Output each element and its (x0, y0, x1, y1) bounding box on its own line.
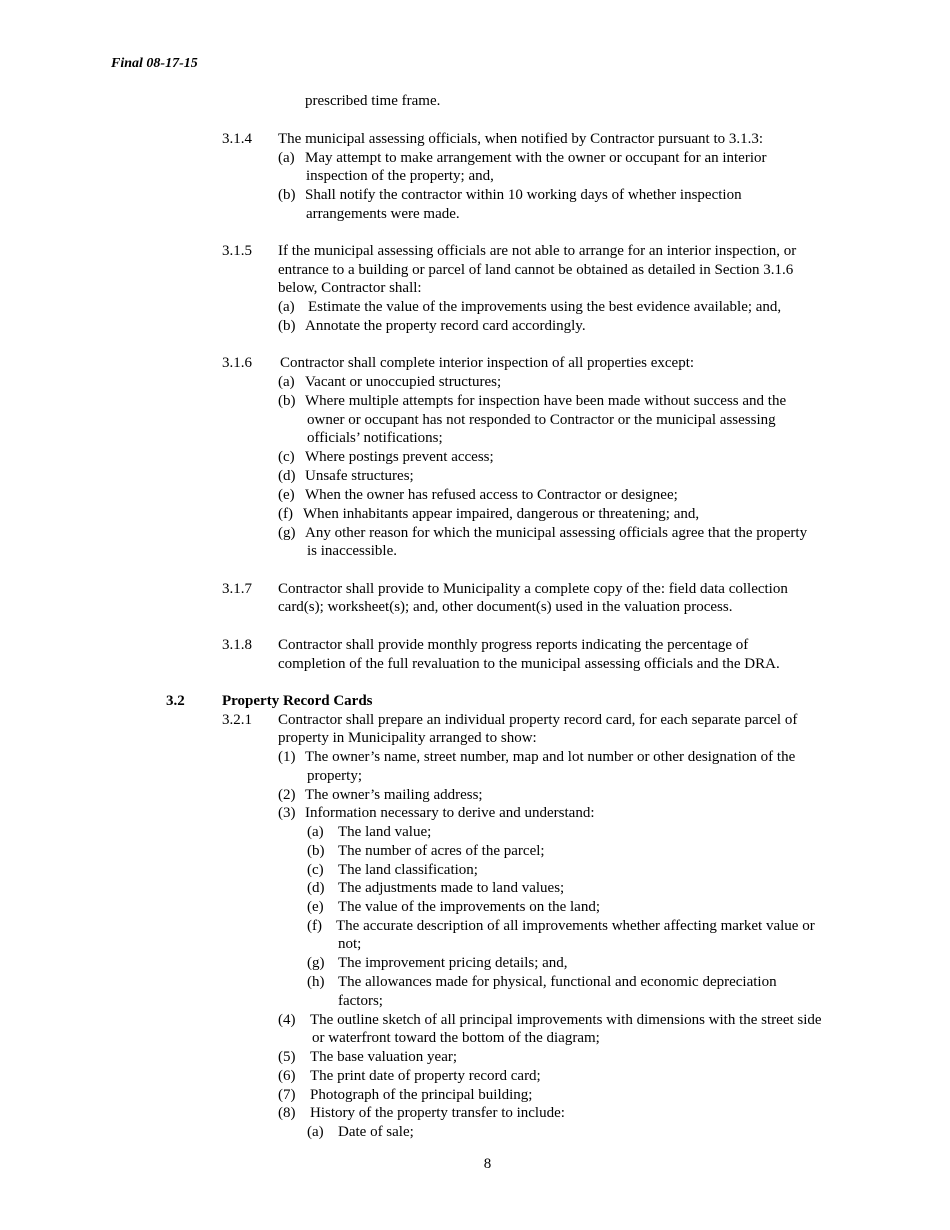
section-number: 3.1.7 (222, 581, 252, 597)
item-text: The owner’s name, street number, map and lot number or other designation of the (305, 749, 796, 765)
sub-item-text: factors; (338, 993, 383, 1009)
section-intro: Contractor shall complete interior inspection of all properties except: (280, 355, 695, 371)
item-text: Annotate the property record card accordingly. (305, 318, 586, 334)
section-text: Contractor shall provide to Municipality a complete copy of the: field data collection (278, 581, 788, 597)
document-header: Final 08-17-15 (111, 56, 198, 71)
section-number: 3.2.1 (222, 712, 252, 728)
item-text: Unsafe structures; (305, 468, 414, 484)
item-text: The outline sketch of all principal improvements with dimensions with the street side (310, 1012, 822, 1028)
item-label: (6) (278, 1068, 296, 1084)
sub-item-text: The adjustments made to land values; (338, 880, 565, 896)
item-text: When the owner has refused access to Contractor or designee; (305, 487, 678, 503)
sub-item-label: (g) (307, 955, 325, 971)
item-text: officials’ notifications; (307, 430, 443, 446)
continuation-text: prescribed time frame. (305, 93, 441, 109)
item-label: (e) (278, 487, 295, 503)
section-number: 3.1.4 (222, 131, 252, 147)
item-label: (b) (278, 393, 296, 409)
sub-item-label: (c) (307, 862, 324, 878)
section-number: 3.1.6 (222, 355, 252, 371)
item-text: is inaccessible. (307, 543, 397, 559)
item-text: History of the property transfer to include: (310, 1105, 565, 1121)
item-text: Shall notify the contractor within 10 working days of whether inspection (305, 187, 742, 203)
item-label: (4) (278, 1012, 296, 1028)
page-number: 8 (483, 1156, 492, 1172)
sub-item-text: Date of sale; (338, 1124, 414, 1140)
section-heading: Property Record Cards (222, 693, 373, 709)
section-text: entrance to a building or parcel of land cannot be obtained as detailed in Section 3.1.6 (278, 262, 794, 278)
section-text: completion of the full revaluation to the municipal assessing officials and the DRA. (278, 656, 780, 672)
item-text: Where multiple attempts for inspection have been made without success and the (305, 393, 787, 409)
item-text: property; (307, 768, 362, 784)
item-text: Where postings prevent access; (305, 449, 494, 465)
item-text: Estimate the value of the improvements using the best evidence available; and, (308, 299, 782, 315)
section-number: 3.1.5 (222, 243, 252, 259)
section-text: card(s); worksheet(s); and, other document(s) used in the valuation process. (278, 599, 733, 615)
item-label: (a) (278, 374, 295, 390)
sub-item-text: The improvement pricing details; and, (338, 955, 568, 971)
item-text: Photograph of the principal building; (310, 1087, 533, 1103)
section-text: If the municipal assessing officials are not able to arrange for an interior inspection, or (278, 243, 797, 259)
section-text: Contractor shall prepare an individual property record card, for each separate parcel of (278, 712, 798, 728)
sub-item-label: (f) (307, 918, 322, 934)
item-label: (1) (278, 749, 296, 765)
item-label: (5) (278, 1049, 296, 1065)
sub-item-text: The accurate description of all improvements whether affecting market value or (336, 918, 815, 934)
item-text: Information necessary to derive and understand: (305, 805, 595, 821)
item-label: (g) (278, 525, 296, 541)
item-label: (b) (278, 318, 296, 334)
item-text: The print date of property record card; (310, 1068, 541, 1084)
sub-item-label: (b) (307, 843, 325, 859)
item-text: or waterfront toward the bottom of the diagram; (312, 1030, 600, 1046)
item-label: (7) (278, 1087, 296, 1103)
item-text: arrangements were made. (306, 206, 460, 222)
section-intro: The municipal assessing officials, when notified by Contractor pursuant to 3.1.3: (278, 131, 764, 147)
item-text: The base valuation year; (310, 1049, 458, 1065)
item-text: When inhabitants appear impaired, dangerous or threatening; and, (303, 506, 700, 522)
sub-item-label: (a) (307, 824, 324, 840)
sub-item-text: The value of the improvements on the land; (338, 899, 601, 915)
item-text: The owner’s mailing address; (305, 787, 483, 803)
item-label: (3) (278, 805, 296, 821)
sub-item-text: The number of acres of the parcel; (338, 843, 545, 859)
item-text: Any other reason for which the municipal assessing officials agree that the property (305, 525, 808, 541)
item-label: (a) (278, 299, 295, 315)
sub-item-label: (a) (307, 1124, 324, 1140)
sub-item-text: not; (338, 936, 362, 952)
item-text: inspection of the property; and, (306, 168, 494, 184)
item-label: (c) (278, 449, 295, 465)
sub-item-text: The land classification; (338, 862, 478, 878)
section-text: Contractor shall provide monthly progress reports indicating the percentage of (278, 637, 749, 653)
sub-item-label: (d) (307, 880, 325, 896)
sub-item-text: The allowances made for physical, functional and economic depreciation (338, 974, 777, 990)
section-text: below, Contractor shall: (278, 280, 422, 296)
sub-item-label: (e) (307, 899, 324, 915)
section-number: 3.1.8 (222, 637, 252, 653)
section-heading-number: 3.2 (166, 693, 185, 709)
item-text: owner or occupant has not responded to Contractor or the municipal assessing (307, 412, 776, 428)
item-label: (8) (278, 1105, 296, 1121)
item-label: (2) (278, 787, 296, 803)
sub-item-label: (h) (307, 974, 325, 990)
item-label: (f) (278, 506, 293, 522)
item-text: May attempt to make arrangement with the owner or occupant for an interior (305, 150, 767, 166)
item-text: Vacant or unoccupied structures; (305, 374, 502, 390)
item-label: (b) (278, 187, 296, 203)
section-text: property in Municipality arranged to show: (278, 730, 537, 746)
item-label: (d) (278, 468, 296, 484)
sub-item-text: The land value; (338, 824, 432, 840)
item-label: (a) (278, 150, 295, 166)
